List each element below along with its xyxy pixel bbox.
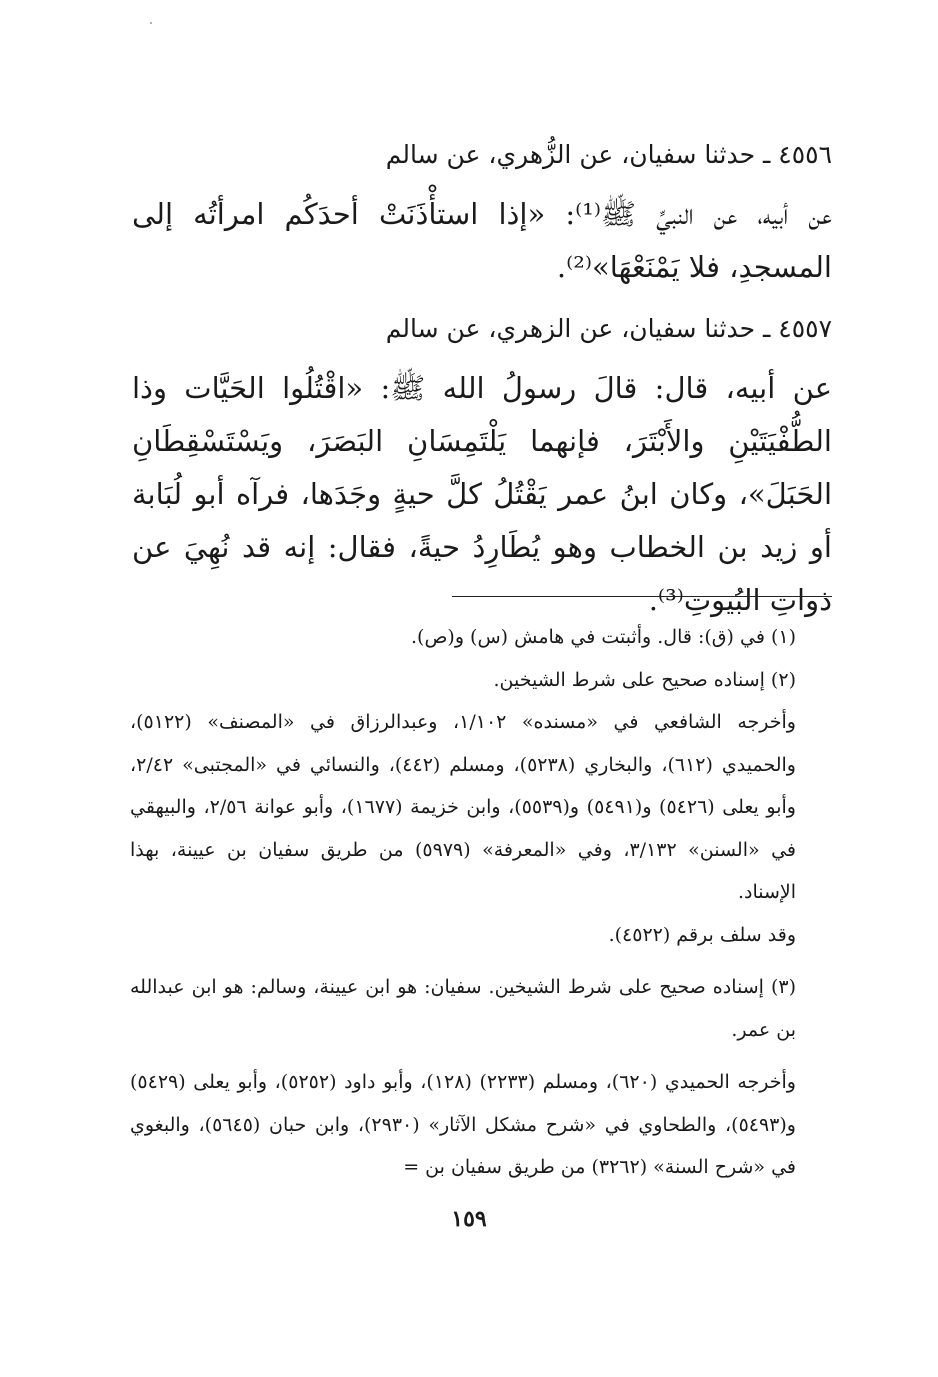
footnote-3-takhrij: وأخرجه الحميدي (٦٢٠)، ومسلم (٢٢٣٣) (١٢٨)، وأبو داود (٥٢٥٢)، وأبو يعلى (٥٤٢٩) و(٥٤٩٣)، والطحاوي في «شرح مشكل الآثار» (٢٩٣٠)، وابن حبان (٥٦٤٥)، والبغوي في «شرح السنة» (٣٢٦٢) من طريق سفيان بن = — [130, 1071, 796, 1178]
footnote-2-reference: وقد سلف برقم (٤٥٢٢). — [608, 923, 796, 946]
scan-speck — [150, 22, 152, 24]
hadith-4556-heading: ٤٥٥٦ ـ حدثنا سفيان، عن الزُّهري، عن سالم — [385, 140, 832, 169]
main-text — [132, 132, 832, 627]
footnote-3: (٣) إسناده صحيح على شرط الشيخين. سفيان: هو ابن عيينة، وسالم: هو ابن عبدالله بن عمر. — [130, 976, 796, 1041]
hadith-4556-text: عن أبيه، عن النبيِّ ﷺ⁽¹⁾: «إذا استأْذَنَتْ أحدَكُم امرأتُه إلى المسجدِ، فلا يَمْنَعْهَا»⁽²⁾. — [132, 197, 832, 284]
footnote-2: (٢) إسناده صحيح على شرط الشيخين. — [493, 668, 796, 691]
footnote-2-takhrij: وأخرجه الشافعي في «مسنده» ١/١٠٢، وعبدالرزاق في «المصنف» (٥١٢٢)، والحميدي (٦١٢)، والبخاري (٥٢٣٨)، ومسلم (٤٤٢)، والنسائي في «المجتبى» ٢/٤٢، وأبو يعلى (٥٤٢٦) و(٥٤٩١) و(٥٥٣٩)، وابن خزيمة (١٦٧٧)، وأبو عوانة ٢/٥٦، والبيهقي في «السنن» ٣/١٣٢، وفي «المعرفة» (٥٩٧٩) من طريق سفيان بن عيينة، بهذا الإسناد. — [130, 711, 796, 903]
footnote-1: (١) في (ق): قال. وأثبتت في هامش (س) و(ص). — [411, 626, 796, 648]
hadith-4557-heading: ٤٥٥٧ ـ حدثنا سفيان، عن الزهري، عن سالم — [385, 314, 832, 343]
footnote-divider — [452, 596, 832, 597]
footnotes — [130, 616, 832, 1189]
page-number: ١٥٩ — [451, 1206, 487, 1232]
hadith-4557-text: عن أبيه، قال: قالَ رسولُ الله ﷺ: «اقْتُلُوا الحَيَّات وذا الطُّفْيَتَيْنِ والأَبْتَرَ، فإنهما يَلْتَمِسَانِ البَصَرَ، ويَسْتَسْقِطَانِ الحَبَلَ»، وكان ابنُ عمر يَقْتُلُ كلَّ حيةٍ وجَدَها، فرآه أبو لُبَابة أو زيد بن الخطاب وهو يُطَارِدُ حيةً، فقال: إنه قد نُهِيَ عن ذواتِ البُيوتِ⁽³⁾. — [132, 371, 832, 617]
